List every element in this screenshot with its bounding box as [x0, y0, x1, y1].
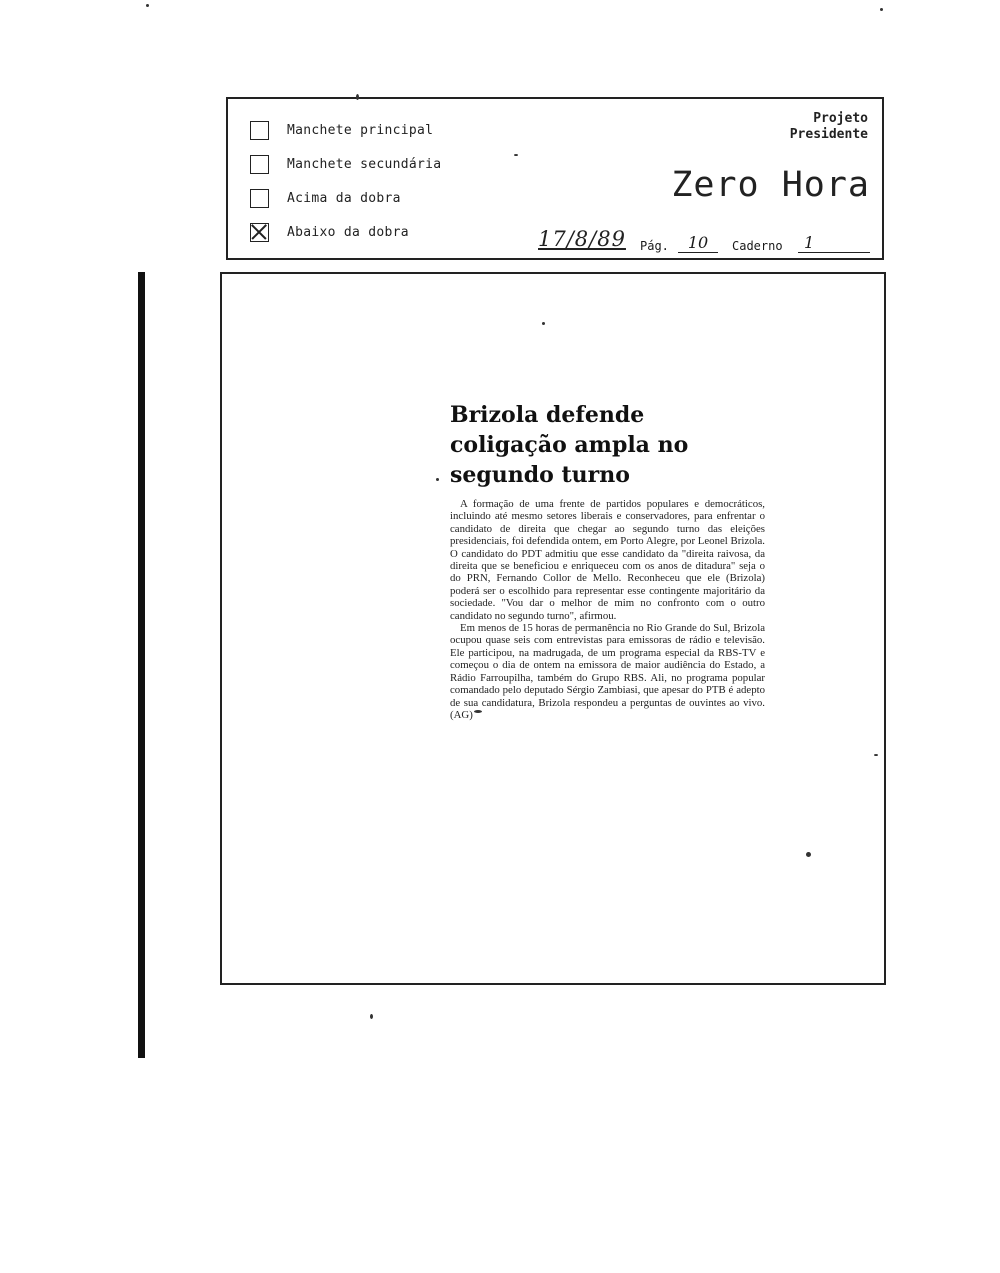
- checkbox-label: Manchete principal: [287, 122, 434, 138]
- project-title: [790, 111, 868, 143]
- clipping-date: 17/8/89: [538, 227, 626, 251]
- page-label: Pág.: [640, 239, 669, 253]
- article-headline: Brizola defende coligação ampla no segundo turno: [450, 402, 689, 488]
- checkbox-abaixo-da-dobra[interactable]: [250, 223, 269, 242]
- checkbox-row-acima-da-dobra[interactable]: [250, 186, 401, 210]
- project-line-2: Presidente: [789, 127, 868, 142]
- scan-speck: [356, 94, 359, 100]
- section-label: Caderno: [732, 239, 783, 253]
- article-paragraph: Em menos de 15 horas de permanência no Rio Grande do Sul, Brizola ocupou quase seis com entrevistas para emissoras de rádio e televisão. Ele participou, na madrugada, de um programa especial da RBS-TV e começou o dia de ontem na emissora de maior audiência do Estado, a Rádio Farroupilha, também do Grupo RBS. Ali, no programa popular comandado pelo deputado Sérgio Zambiasi, que apesar do PTB é adepto de sua candidatura, Brizola respondeu a perguntas de ouvintes ao vivo. (AG): [450, 622, 765, 721]
- checkbox-manchete-principal[interactable]: [250, 121, 269, 140]
- project-line-1: Projeto: [813, 111, 868, 126]
- clipping-header: [226, 97, 884, 260]
- checkbox-label: Abaixo da dobra: [287, 224, 409, 240]
- checkbox-label: Manchete secundária: [287, 156, 442, 172]
- scan-speck: [146, 4, 149, 7]
- news-article: [450, 400, 765, 721]
- scan-speck: [874, 754, 878, 756]
- section-value: 1: [798, 233, 870, 253]
- article-paragraph: A formação de uma frente de partidos populares e democráticos, incluindo até mesmo setores liberais e conservadores, para enfrentar o candidato de direita que chegar ao segundo turno das eleições presidenciais, foi defendida ontem, em Porto Alegre, por Leonel Brizola. O candidato do PDT admitiu que esse candidato da "direita raivosa, da direita que se beneficiou e enriqueceu com os anos de ditadura" seja o do PRN, Fernando Collor de Mello. Reconheceu que ele (Brizola) poderá ser o escolhido para representar esse contingente majoritário da sociedade. "Vou dar o melhor de mim no confronto com o outro candidato no segundo turno", afirmou.: [450, 498, 765, 622]
- checkbox-row-manchete-principal[interactable]: [250, 118, 433, 142]
- newspaper-name: Zero Hora: [671, 165, 870, 205]
- scan-speck: [542, 322, 545, 325]
- scan-speck: [880, 8, 883, 11]
- checkbox-row-abaixo-da-dobra[interactable]: [250, 220, 409, 244]
- page-value: 10: [678, 233, 718, 253]
- scan-speck: [436, 478, 439, 481]
- scan-speck: [806, 852, 811, 857]
- scan-speck: [474, 710, 482, 713]
- checkbox-label: Acima da dobra: [287, 190, 401, 206]
- checkbox-row-manchete-secundaria[interactable]: [250, 152, 441, 176]
- scan-speck: [514, 154, 518, 156]
- checkbox-acima-da-dobra[interactable]: [250, 189, 269, 208]
- scan-speck: [370, 1014, 373, 1019]
- article-body: [450, 498, 765, 721]
- checkbox-manchete-secundaria[interactable]: [250, 155, 269, 174]
- clipping-meta: [528, 227, 870, 257]
- scan-margin-bar: [138, 272, 145, 1058]
